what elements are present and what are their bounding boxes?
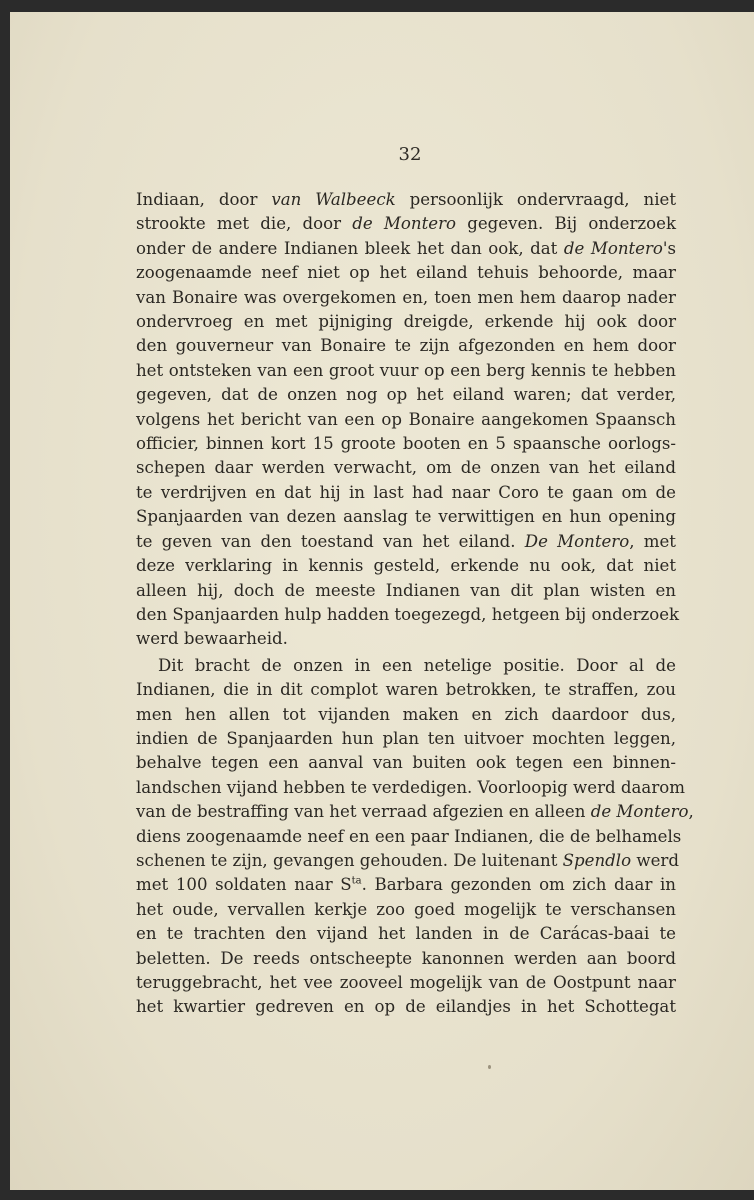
- person-name: de Montero: [352, 214, 457, 234]
- text-line: met 100 soldaten naar $S^{ta}$. Barbara gezonden om zich daar in: [136, 875, 676, 895]
- text-line: en te trachten den vijand het landen in de Carácas-baai te: [136, 924, 676, 944]
- text-line: beletten. De reeds ontscheepte kanonnen werden aan boord: [136, 948, 676, 968]
- text-line: Indianen, die in dit complot waren betrokken, te straffen, zou: [136, 680, 676, 700]
- person-name: De Montero: [524, 531, 630, 551]
- text-line: werd bewaarheid.: [136, 629, 288, 649]
- paragraph-2: [136, 654, 694, 1020]
- text-line: volgens het bericht van een op Bonaire aangekomen Spaansch: [136, 409, 676, 429]
- person-name: de Montero: [590, 802, 689, 822]
- person-name: Spendlo: [562, 850, 632, 870]
- text-line: landschen vijand hebben te verdedigen. Voorloopig werd daarom: [136, 777, 685, 797]
- text-line: het kwartier gedreven en op de eilandjes in het Schottegat: [136, 997, 676, 1017]
- paper-speck: [488, 1065, 491, 1069]
- text-line: Indiaan, door van Walbeeck persoonlijk ondervraagd, niet: [136, 190, 677, 209]
- text-line: behalve tegen een aanval van buiten ook tegen een binnen-: [136, 753, 676, 773]
- paragraph-1: [136, 188, 680, 652]
- text-line: den Spanjaarden hulp hadden toegezegd, hetgeen bij onderzoek: [136, 604, 680, 624]
- text-line: den gouverneur van Bonaire te zijn afgezonden en hem door: [136, 336, 676, 356]
- body-text: [136, 188, 694, 1020]
- person-name: de Montero: [563, 238, 663, 258]
- text-line: strookte met die, door de Montero gegeven. Bij onderzoek: [136, 214, 676, 234]
- text-line: onder de andere Indianen bleek het dan ook, dat de Montero's: [136, 238, 676, 258]
- text-line: het ontsteken van een groot vuur op een berg kennis te hebben: [136, 360, 676, 380]
- text-line: van Bonaire was overgekomen en, toen men hem daarop nader: [136, 287, 676, 307]
- text-line: Dit bracht de onzen in een netelige positie. Door al de: [158, 655, 676, 675]
- text-line: het oude, vervallen kerkje zoo goed mogelijk te verschansen: [136, 899, 676, 919]
- text-line: Spanjaarden van dezen aanslag te verwittigen en hun opening: [136, 507, 676, 527]
- text-line: van de bestraffing van het verraad afgezien en alleen de Montero,: [136, 802, 694, 822]
- text-line: deze verklaring in kennis gesteld, erkende nu ook, dat niet: [136, 556, 676, 576]
- text-line: officier, binnen kort 15 groote booten en 5 spaansche oorlogs-: [136, 434, 676, 454]
- superscript: ta: [351, 875, 362, 887]
- text-line: diens zoogenaamde neef en een paar Indianen, die de belhamels: [136, 826, 682, 846]
- text-line: gegeven, dat de onzen nog op het eiland waren; dat verder,: [136, 385, 676, 405]
- text-line: alleen hij, doch de meeste Indianen van dit plan wisten en: [136, 580, 676, 600]
- text-line: zoogenaamde neef niet op het eiland tehuis behoorde, maar: [136, 263, 676, 283]
- text-line: indien de Spanjaarden hun plan ten uitvoer mochten leggen,: [136, 728, 676, 748]
- text-line: schepen daar werden verwacht, om de onzen van het eiland: [136, 458, 676, 478]
- book-page: [10, 12, 754, 1190]
- text-line: ondervroeg en met pijniging dreigde, erkende hij ook door: [136, 312, 676, 332]
- text-line: men hen allen tot vijanden maken en zich daardoor dus,: [136, 704, 676, 724]
- text-line: schenen te zijn, gevangen gehouden. De luitenant Spendlo werd: [136, 850, 679, 870]
- text-line: te verdrijven en dat hij in last had naar Coro te gaan om de: [136, 482, 676, 502]
- person-name: van Walbeeck: [271, 190, 396, 209]
- text-line: teruggebracht, het vee zooveel mogelijk van de Oostpunt naar: [136, 973, 676, 992]
- text-line: te geven van den toestand van het eiland. De Montero, met: [136, 531, 676, 551]
- page-number: 32: [398, 144, 422, 165]
